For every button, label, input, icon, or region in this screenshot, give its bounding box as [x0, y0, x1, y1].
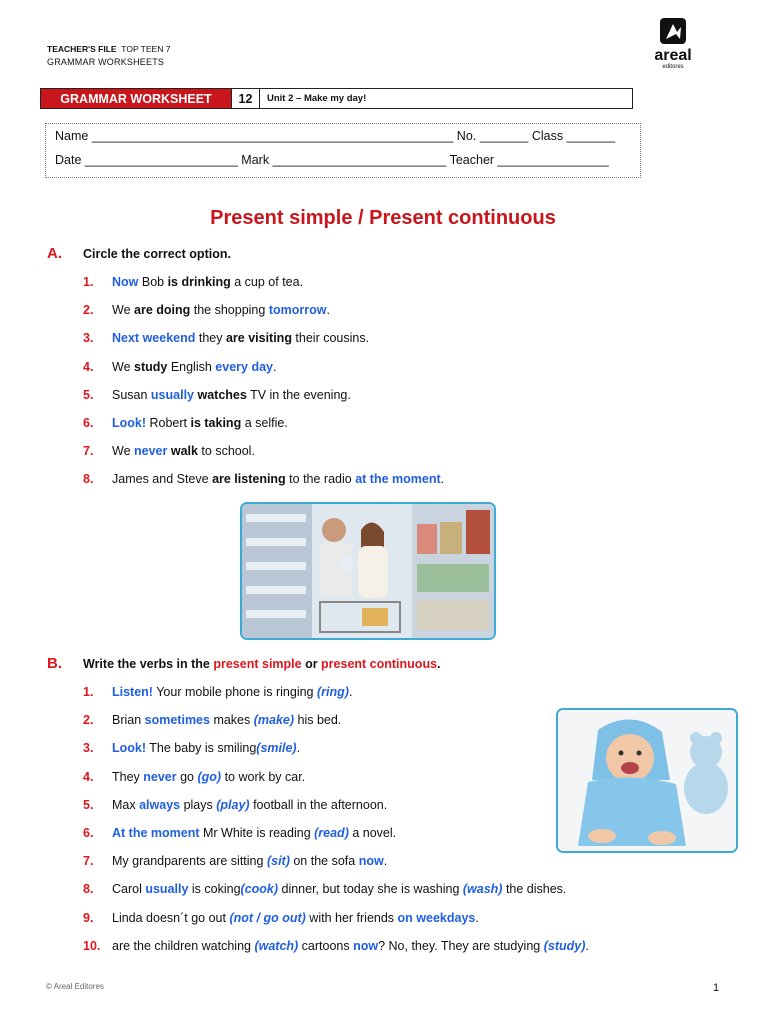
worksheet-number: 12 [232, 89, 260, 108]
item-sentence [112, 472, 444, 486]
sentence-text: . [585, 938, 589, 953]
section-b-letter: B. [47, 655, 62, 672]
time-expression: sometimes [144, 713, 210, 728]
item-sentence [112, 826, 396, 840]
sentence-text: The baby is smiling [146, 741, 257, 756]
item-number: 7. [83, 854, 94, 869]
sentence-text: . [326, 303, 330, 318]
item-number: 5. [83, 797, 94, 812]
sentence-text: are doing [134, 303, 191, 318]
sentence-text: Brian [112, 713, 145, 728]
item-number: 7. [83, 444, 94, 459]
item-number: 9. [83, 910, 94, 925]
sentence-text: Robert [146, 416, 191, 430]
info-row-name: Name ____________________________________________________ No. _______ Class _______ [55, 129, 616, 143]
sentence-text: on the sofa [289, 854, 359, 869]
sentence-text: to work by car. [221, 769, 306, 784]
sentence-text: the shopping [190, 303, 269, 318]
sentence-text: are listening [212, 472, 286, 487]
time-expression: Look! [112, 741, 147, 756]
item-number: 2. [83, 303, 94, 318]
time-expression: usually [150, 387, 194, 402]
item-sentence [112, 911, 479, 925]
time-expression: Listen! [112, 685, 153, 699]
verb-prompt: (read) [314, 826, 349, 840]
item-sentence [112, 303, 330, 317]
item-number: 2. [83, 713, 94, 728]
svg-text:areal: areal [654, 47, 692, 64]
worksheet-bar [40, 88, 633, 109]
time-expression: always [139, 797, 181, 812]
sentence-text: Bob [138, 275, 168, 289]
time-expression: never [134, 444, 168, 459]
item-sentence [112, 882, 566, 896]
sentence-text: English [167, 359, 216, 374]
sentence-text: We [112, 359, 134, 374]
verb-prompt: (study) [543, 938, 586, 953]
verb-prompt: (wash) [462, 882, 503, 897]
verb-prompt: (not / go out) [229, 910, 306, 925]
sentence-text: . [272, 359, 277, 374]
item-number: 3. [83, 741, 94, 756]
sentence-text: cartoons [298, 938, 354, 953]
shopping-couple-photo [240, 502, 496, 640]
header-subtitle: GRAMMAR WORKSHEETS [47, 57, 165, 67]
sentence-text: go [176, 769, 198, 784]
student-info-box [45, 123, 641, 178]
sentence-text: . [296, 741, 301, 756]
item-sentence [112, 416, 288, 430]
sentence-text: to the radio [285, 472, 356, 487]
time-expression: usually [145, 882, 189, 897]
header-series: TEACHER'S FILE TOP TEEN 7 [47, 44, 171, 54]
section-b-instruction: Write the verbs in the present simple or present continuous. [83, 657, 441, 671]
sentence-text: . [440, 472, 445, 487]
sentence-text: . [475, 910, 479, 925]
sentence-text: is taking [190, 416, 242, 430]
item-number: 4. [83, 359, 94, 374]
item-number: 8. [83, 882, 94, 897]
sentence-text: is drinking [167, 275, 231, 289]
sentence-text: James and Steve [112, 472, 213, 487]
item-sentence [112, 713, 341, 727]
time-expression: on weekdays [397, 910, 476, 925]
item-number: 5. [83, 387, 94, 402]
item-number: 8. [83, 472, 94, 487]
item-sentence [112, 275, 303, 289]
sentence-text: ? No, they. They are studying [378, 938, 544, 953]
item-number: 3. [83, 331, 94, 346]
copyright: © Areal Editores [46, 982, 104, 991]
sentence-text: We [112, 303, 134, 318]
sentence-text: they [195, 331, 226, 346]
worksheet-label: GRAMMAR WORKSHEET [41, 89, 232, 108]
verb-prompt: (play) [216, 797, 250, 812]
sentence-text: dinner, but today she is washing [278, 882, 463, 897]
time-expression: every day [215, 359, 273, 374]
time-expression: now [358, 854, 384, 869]
sentence-text: walk [170, 444, 198, 459]
time-expression: now [353, 938, 379, 953]
verb-prompt: (watch) [254, 938, 299, 953]
sentence-text: . [348, 685, 353, 699]
sentence-text: football in the afternoon. [249, 797, 388, 812]
verb-prompt: (cook) [240, 882, 279, 897]
sentence-text: their cousins. [291, 331, 370, 346]
sentence-text: is coking [188, 882, 241, 897]
sentence-text: plays [180, 797, 217, 812]
verb-prompt: (sit) [266, 854, 290, 869]
item-sentence [112, 798, 387, 812]
time-expression: at the moment [355, 472, 441, 487]
worksheet-unit: Unit 2 – Make my day! [267, 93, 367, 104]
item-sentence [112, 854, 387, 868]
sentence-text: Susan [112, 387, 151, 402]
sentence-text: Max [112, 797, 140, 812]
item-sentence [112, 360, 276, 374]
sentence-text: to school. [197, 444, 255, 459]
time-expression: tomorrow [268, 303, 327, 318]
time-expression: Next weekend [112, 331, 196, 346]
item-number: 6. [83, 416, 94, 430]
svg-text:editores: editores [662, 64, 684, 70]
sentence-text: with her friends [305, 910, 398, 925]
sentence-text: are the children watching [112, 938, 255, 953]
sentence-text: makes [209, 713, 254, 728]
sentence-text: a cup of tea. [230, 275, 304, 289]
item-sentence [112, 770, 305, 784]
item-number: 10. [83, 938, 101, 953]
sentence-text: study [134, 359, 168, 374]
time-expression: At the moment [112, 826, 200, 840]
sentence-text: are visiting [225, 331, 292, 346]
sentence-text: a selfie. [241, 416, 288, 430]
verb-prompt: (smile) [256, 741, 297, 756]
sentence-text: the dishes. [502, 882, 567, 897]
time-expression: Now [112, 275, 139, 289]
sentence-text: They [112, 769, 144, 784]
item-sentence [112, 331, 369, 345]
laughing-baby-photo [556, 708, 738, 853]
item-number: 1. [83, 275, 94, 289]
section-a-letter: A. [47, 245, 62, 262]
sentence-text: his bed. [294, 713, 342, 728]
sentence-text: Your mobile phone is ringing [152, 685, 317, 699]
sentence-text: Carol [112, 882, 146, 897]
time-expression: never [143, 769, 177, 784]
info-row-date: Date ______________________ Mark _________________________ Teacher ________________ [55, 153, 609, 167]
item-sentence [112, 741, 300, 755]
sentence-text: Mr White is reading [199, 826, 315, 840]
sentence-text: My grandparents are sitting [112, 854, 267, 869]
item-sentence [112, 388, 351, 402]
areal-logo [644, 18, 704, 70]
item-sentence [112, 444, 255, 458]
item-number: 4. [83, 769, 94, 784]
sentence-text: . [383, 854, 388, 869]
item-number: 6. [83, 826, 94, 840]
time-expression: Look! [112, 416, 147, 430]
item-number: 1. [83, 685, 94, 699]
sentence-text: TV in the evening. [246, 387, 351, 402]
item-sentence [112, 939, 589, 953]
sentence-text: Linda doesn´t go out [112, 910, 230, 925]
item-sentence [112, 685, 352, 699]
verb-prompt: (ring) [317, 685, 349, 699]
page-number: 1 [713, 982, 720, 994]
sentence-text: a novel. [348, 826, 397, 840]
sentence-text: watches [197, 387, 247, 402]
section-a-instruction: Circle the correct option. [83, 247, 231, 261]
worksheet-title: Present simple / Present continuous [210, 207, 556, 229]
sentence-text: We [112, 444, 134, 459]
verb-prompt: (make) [253, 713, 295, 728]
verb-prompt: (go) [197, 769, 222, 784]
